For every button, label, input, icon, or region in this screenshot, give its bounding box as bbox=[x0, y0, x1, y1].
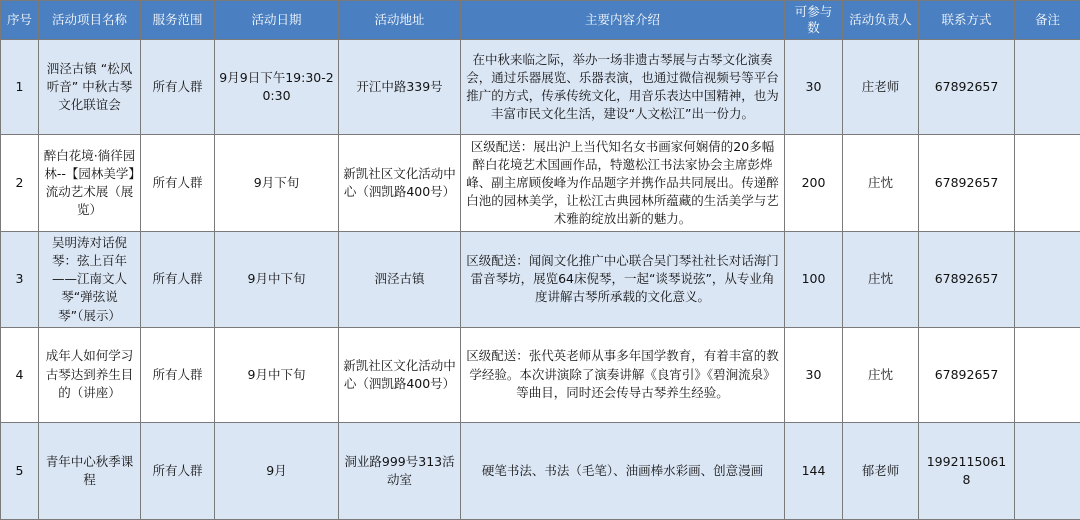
header-scope: 服务范围 bbox=[141, 1, 215, 40]
header-date: 活动日期 bbox=[215, 1, 339, 40]
cell-index: 5 bbox=[1, 422, 39, 519]
cell-index: 2 bbox=[1, 135, 39, 232]
cell-note bbox=[1015, 135, 1080, 232]
table-row bbox=[1, 135, 1080, 232]
cell-capacity: 100 bbox=[785, 232, 843, 328]
cell-address: 泗泾古镇 bbox=[339, 232, 461, 328]
cell-address: 洞业路999号313活动室 bbox=[339, 422, 461, 519]
table-row bbox=[1, 232, 1080, 328]
cell-address: 开江中路339号 bbox=[339, 40, 461, 135]
header-address: 活动地址 bbox=[339, 1, 461, 40]
cell-note bbox=[1015, 327, 1080, 422]
cell-index: 3 bbox=[1, 232, 39, 328]
cell-activity-name: 青年中心秋季课程 bbox=[39, 422, 141, 519]
cell-activity-name: 泗泾古镇 “松风听音” 中秋古琴文化联谊会 bbox=[39, 40, 141, 135]
header-contact-person: 活动负责人 bbox=[843, 1, 919, 40]
cell-content: 区级配送：闻阆文化推广中心联合吴门琴社社长对话海门雷音琴坊，展览64床倪琴，一起“谈琴说弦”，从专业角度讲解古琴所承载的文化意义。 bbox=[461, 232, 785, 328]
cell-note bbox=[1015, 232, 1080, 328]
cell-contact-person: 庄老师 bbox=[843, 40, 919, 135]
cell-phone: 67892657 bbox=[919, 135, 1015, 232]
table-row bbox=[1, 40, 1080, 135]
cell-scope: 所有人群 bbox=[141, 327, 215, 422]
cell-contact-person: 庄忱 bbox=[843, 135, 919, 232]
cell-address: 新凯社区文化活动中心（泗凯路400号） bbox=[339, 327, 461, 422]
table-row bbox=[1, 327, 1080, 422]
cell-phone: 67892657 bbox=[919, 327, 1015, 422]
cell-address: 新凯社区文化活动中心（泗凯路400号） bbox=[339, 135, 461, 232]
header-index: 序号 bbox=[1, 1, 39, 40]
cell-activity-name: 成年人如何学习古琴达到养生目的（讲座） bbox=[39, 327, 141, 422]
cell-content: 硬笔书法、书法（毛笔）、油画棒水彩画、创意漫画 bbox=[461, 422, 785, 519]
table-body bbox=[1, 40, 1080, 520]
cell-date: 9月中下旬 bbox=[215, 232, 339, 328]
cell-scope: 所有人群 bbox=[141, 135, 215, 232]
cell-index: 4 bbox=[1, 327, 39, 422]
cell-date: 9月9日下午19:30-20:30 bbox=[215, 40, 339, 135]
cell-activity-name: 醉白花境·徜徉园林--【园林美学】流动艺术展（展览） bbox=[39, 135, 141, 232]
cell-date: 9月 bbox=[215, 422, 339, 519]
cell-content: 区级配送：展出沪上当代知名女书画家何娴倩的20多幅醉白花境艺术国画作品，特邀松江书法家协会主席彭烨峰、副主席顾俊峰为作品题字并携作品共同展出。传递醉白池的园林美学，让松江古典园林所蕴藏的生活美学与艺术雅韵绽放出新的魅力。 bbox=[461, 135, 785, 232]
cell-scope: 所有人群 bbox=[141, 232, 215, 328]
cell-content: 区级配送：张代英老师从事多年国学教育，有着丰富的教学经验。本次讲演除了演奏讲解《良宵引》《碧涧流泉》等曲目，同时还会传导古琴养生经验。 bbox=[461, 327, 785, 422]
cell-contact-person: 庄忱 bbox=[843, 327, 919, 422]
cell-scope: 所有人群 bbox=[141, 40, 215, 135]
cell-scope: 所有人群 bbox=[141, 422, 215, 519]
header-activity-name: 活动项目名称 bbox=[39, 1, 141, 40]
cell-capacity: 144 bbox=[785, 422, 843, 519]
table-header bbox=[1, 1, 1080, 40]
cell-content: 在中秋来临之际，举办一场非遗古琴展与古琴文化演奏会，通过乐器展览、乐器表演，也通过微信视频号等平台推广的方式，传承传统文化，用音乐表达中国精神，也为丰富市民文化生活，建设“人文松江”出一份力。 bbox=[461, 40, 785, 135]
table-row bbox=[1, 422, 1080, 519]
cell-activity-name: 吴明涛对话倪琴：弦上百年——江南文人琴“弹弦说琴”（展示） bbox=[39, 232, 141, 328]
cell-capacity: 30 bbox=[785, 327, 843, 422]
cell-capacity: 200 bbox=[785, 135, 843, 232]
cell-date: 9月下旬 bbox=[215, 135, 339, 232]
header-note: 备注 bbox=[1015, 1, 1080, 40]
cell-capacity: 30 bbox=[785, 40, 843, 135]
header-content: 主要内容介绍 bbox=[461, 1, 785, 40]
cell-index: 1 bbox=[1, 40, 39, 135]
cell-phone: 67892657 bbox=[919, 232, 1015, 328]
cell-phone: 67892657 bbox=[919, 40, 1015, 135]
cell-contact-person: 郁老师 bbox=[843, 422, 919, 519]
header-row bbox=[1, 1, 1080, 40]
cell-phone: 19921150618 bbox=[919, 422, 1015, 519]
cell-contact-person: 庄忱 bbox=[843, 232, 919, 328]
cell-note bbox=[1015, 40, 1080, 135]
header-phone: 联系方式 bbox=[919, 1, 1015, 40]
header-capacity: 可参与数 bbox=[785, 1, 843, 40]
cell-note bbox=[1015, 422, 1080, 519]
cell-date: 9月中下旬 bbox=[215, 327, 339, 422]
